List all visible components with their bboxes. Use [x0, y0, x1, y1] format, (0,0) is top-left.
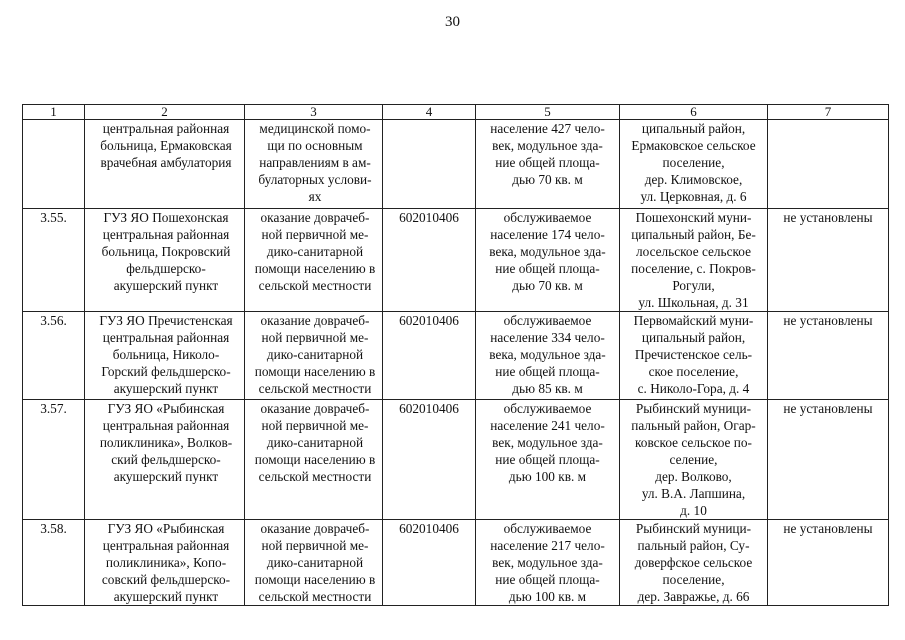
- cell-text-line: фельдшерско-: [126, 261, 206, 276]
- cell-text-line: центральная районная: [102, 330, 230, 345]
- cell-text-line: дер. Завражье, д. 66: [637, 589, 750, 604]
- cell-text-line: дико-санитарной: [266, 244, 364, 259]
- cell-text-line: оказание доврачеб-: [260, 521, 370, 536]
- table-row: [23, 520, 889, 606]
- cell-zone: не установлены: [768, 400, 889, 520]
- cell-text-line: население 241 чело-: [490, 418, 605, 433]
- continuation-row: [23, 120, 889, 209]
- cell-zone: не установлены: [768, 312, 889, 400]
- column-header: 5: [476, 105, 620, 120]
- cell-text-line: направлениям в ам-: [259, 155, 371, 170]
- cell-text-line: ние общей площа-: [495, 572, 600, 587]
- objects-table: [22, 104, 889, 606]
- cell-text-line: обслуживаемое: [503, 401, 592, 416]
- cell-text-line: век, модульное зда-: [492, 435, 603, 450]
- cell-text-line: Пречистенское сель-: [634, 347, 753, 362]
- table-header-row: [23, 105, 889, 120]
- cell-num: 3.55.: [23, 209, 85, 312]
- cell-text-line: д. 10: [680, 503, 707, 518]
- cell-text-line: дер. Волково,: [655, 469, 732, 484]
- cell-text-line: поселение,: [662, 572, 725, 587]
- cell-service: [245, 400, 383, 520]
- cell-text-line: врачебная амбулатория: [100, 155, 232, 170]
- cell-code: 602010406: [383, 400, 476, 520]
- cell-text-line: Рогули,: [672, 278, 715, 293]
- cell-text-line: акушерский пункт: [113, 469, 219, 484]
- cell-address: [620, 312, 768, 400]
- cell-text-line: век, модульное зда-: [492, 138, 603, 153]
- cell-text-line: поселение,: [662, 155, 725, 170]
- cell-text-line: дью 85 кв. м: [512, 381, 583, 396]
- cell-zone: не установлены: [768, 209, 889, 312]
- cell-text-line: ГУЗ ЯО «Рыбинская: [107, 521, 225, 536]
- cell-text-line: щи по основным: [267, 138, 363, 153]
- cell-text-line: дью 100 кв. м: [508, 469, 587, 484]
- cell-text-line: булаторных услови-: [258, 172, 372, 187]
- cell-building: [476, 312, 620, 400]
- cell-text-line: ние общей площа-: [495, 261, 600, 276]
- cell-address: [620, 209, 768, 312]
- cell-text-line: дер. Климовское,: [644, 172, 743, 187]
- cell-text-line: помощи населению в: [254, 452, 376, 467]
- cell-name: [85, 520, 245, 606]
- column-header: 2: [85, 105, 245, 120]
- cell-text-line: ул. В.А. Лапшина,: [641, 486, 746, 501]
- cell-building: [476, 400, 620, 520]
- cell-text-line: акушерский пункт: [113, 381, 219, 396]
- cell-text-line: доверфское сельское: [634, 555, 753, 570]
- cell-text-line: Пошехонский муни-: [635, 210, 752, 225]
- column-header: 6: [620, 105, 768, 120]
- cell-text-line: ние общей площа-: [495, 452, 600, 467]
- cell-text-line: дико-санитарной: [266, 555, 364, 570]
- cell-text-line: ское поселение,: [648, 364, 739, 379]
- cell-text-line: ковское сельское по-: [635, 435, 752, 450]
- cell-building: [476, 209, 620, 312]
- cell-num: [23, 120, 85, 209]
- cell-text-line: с. Николо-Гора, д. 4: [637, 381, 750, 396]
- cell-text-line: века, модульное зда-: [489, 244, 606, 259]
- cell-text-line: сельской местности: [258, 381, 372, 396]
- cell-text-line: века, модульное зда-: [489, 347, 606, 362]
- cell-text-line: поликлиника», Волков-: [99, 435, 233, 450]
- table-row: [23, 312, 889, 400]
- cell-building: [476, 520, 620, 606]
- cell-address: [620, 520, 768, 606]
- cell-text-line: больница, Николо-: [112, 347, 220, 362]
- cell-service: [245, 209, 383, 312]
- cell-text-line: лосельское сельское: [635, 244, 752, 259]
- cell-text-line: ной первичной ме-: [261, 418, 369, 433]
- cell-text-line: поликлиника», Копо-: [105, 555, 227, 570]
- cell-text-line: обслуживаемое: [503, 313, 592, 328]
- cell-text-line: акушерский пункт: [113, 589, 219, 604]
- column-header: 4: [383, 105, 476, 120]
- cell-text-line: центральная районная: [102, 418, 230, 433]
- cell-text-line: дико-санитарной: [266, 347, 364, 362]
- cell-text-line: ципальный район,: [641, 121, 746, 136]
- cell-text-line: население 174 чело-: [490, 227, 605, 242]
- column-header: 3: [245, 105, 383, 120]
- cell-code: 602010406: [383, 209, 476, 312]
- cell-text-line: Рыбинский муници-: [635, 401, 752, 416]
- cell-text-line: ной первичной ме-: [261, 538, 369, 553]
- cell-text-line: медицинской помо-: [259, 121, 371, 136]
- table-row: [23, 400, 889, 520]
- cell-text-line: ГУЗ ЯО Пречистенская: [99, 313, 233, 328]
- cell-text-line: центральная районная: [102, 121, 230, 136]
- cell-service: [245, 312, 383, 400]
- cell-text-line: пальный район, Огар-: [631, 418, 756, 433]
- cell-text-line: оказание доврачеб-: [260, 313, 370, 328]
- cell-text-line: помощи населению в: [254, 364, 376, 379]
- cell-text-line: сельской местности: [258, 469, 372, 484]
- cell-zone: [768, 120, 889, 209]
- cell-text-line: пальный район, Су-: [637, 538, 750, 553]
- cell-name: [85, 400, 245, 520]
- cell-service: [245, 120, 383, 209]
- cell-text-line: ях: [308, 189, 322, 204]
- cell-text-line: сельской местности: [258, 278, 372, 293]
- cell-name: [85, 209, 245, 312]
- cell-text-line: Рыбинский муници-: [635, 521, 752, 536]
- cell-zone: не установлены: [768, 520, 889, 606]
- cell-text-line: оказание доврачеб-: [260, 401, 370, 416]
- cell-text-line: население 427 чело-: [490, 121, 605, 136]
- cell-text-line: оказание доврачеб-: [260, 210, 370, 225]
- cell-service: [245, 520, 383, 606]
- cell-text-line: век, модульное зда-: [492, 555, 603, 570]
- cell-text-line: помощи населению в: [254, 261, 376, 276]
- cell-text-line: ский фельдшерско-: [111, 452, 221, 467]
- cell-building: [476, 120, 620, 209]
- cell-text-line: ние общей площа-: [495, 364, 600, 379]
- cell-num: 3.58.: [23, 520, 85, 606]
- cell-text-line: ципальный район,: [641, 330, 746, 345]
- cell-text-line: Ермаковское сельское: [631, 138, 756, 153]
- cell-num: 3.56.: [23, 312, 85, 400]
- cell-text-line: население 217 чело-: [490, 538, 605, 553]
- column-header: 1: [23, 105, 85, 120]
- cell-text-line: ной первичной ме-: [261, 330, 369, 345]
- cell-name: [85, 120, 245, 209]
- cell-text-line: ул. Школьная, д. 31: [638, 295, 749, 310]
- cell-text-line: население 334 чело-: [490, 330, 605, 345]
- cell-num: 3.57.: [23, 400, 85, 520]
- cell-text-line: обслуживаемое: [503, 210, 592, 225]
- cell-address: [620, 400, 768, 520]
- cell-text-line: дью 70 кв. м: [512, 278, 583, 293]
- cell-address: [620, 120, 768, 209]
- cell-text-line: дью 100 кв. м: [508, 589, 587, 604]
- page-number: 30: [445, 14, 460, 30]
- cell-text-line: ул. Церковная, д. 6: [640, 189, 747, 204]
- cell-name: [85, 312, 245, 400]
- cell-text-line: Первомайский муни-: [633, 313, 754, 328]
- column-header: 7: [768, 105, 889, 120]
- cell-text-line: ГУЗ ЯО «Рыбинская: [107, 401, 225, 416]
- cell-text-line: обслуживаемое: [503, 521, 592, 536]
- cell-text-line: Горский фельдшерско-: [101, 364, 231, 379]
- cell-text-line: больница, Покровский: [101, 244, 231, 259]
- cell-text-line: ной первичной ме-: [261, 227, 369, 242]
- table-row: [23, 209, 889, 312]
- cell-text-line: ние общей площа-: [495, 155, 600, 170]
- cell-text-line: совский фельдшерско-: [101, 572, 231, 587]
- cell-text-line: помощи населению в: [254, 572, 376, 587]
- cell-code: 602010406: [383, 520, 476, 606]
- cell-text-line: ципальный район, Бе-: [631, 227, 756, 242]
- cell-code: [383, 120, 476, 209]
- cell-text-line: центральная районная: [102, 538, 230, 553]
- cell-text-line: дико-санитарной: [266, 435, 364, 450]
- cell-text-line: дью 70 кв. м: [512, 172, 583, 187]
- cell-text-line: поселение, с. Покров-: [631, 261, 756, 276]
- cell-text-line: акушерский пункт: [113, 278, 219, 293]
- cell-text-line: больница, Ермаковская: [100, 138, 232, 153]
- cell-text-line: центральная районная: [102, 227, 230, 242]
- cell-code: 602010406: [383, 312, 476, 400]
- cell-text-line: ГУЗ ЯО Пошехонская: [103, 210, 229, 225]
- cell-text-line: сельской местности: [258, 589, 372, 604]
- cell-text-line: селение,: [669, 452, 718, 467]
